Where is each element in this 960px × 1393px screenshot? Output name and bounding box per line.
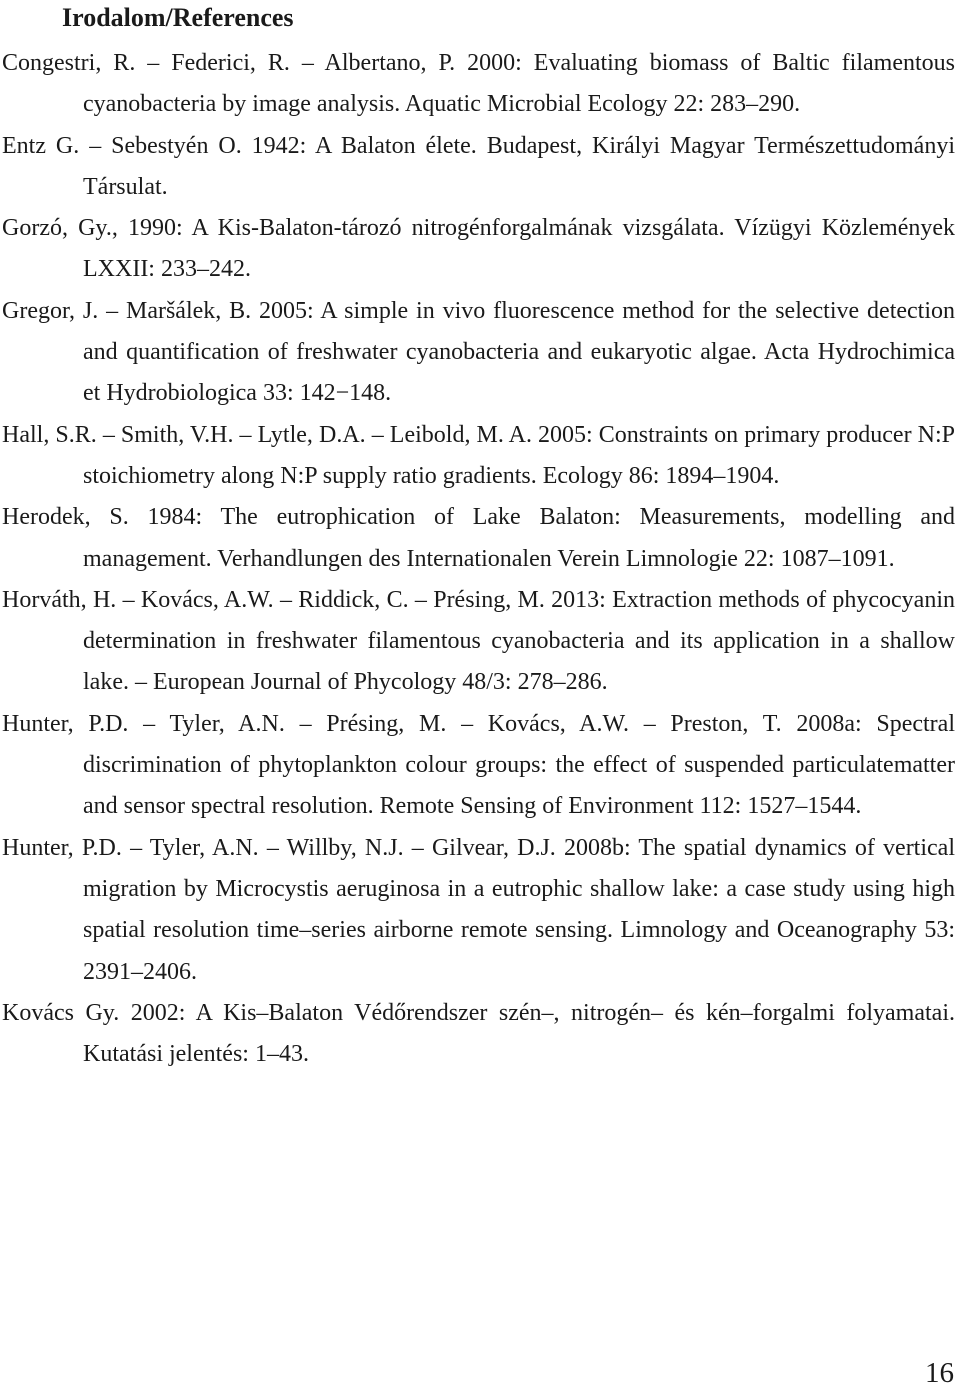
reference-entry: Entz G. – Sebestyén O. 1942: A Balaton élete. Budapest, Királyi Magyar Természettudományi Társulat.: [2, 132, 955, 200]
reference-entry: Herodek, S. 1984: The eutrophication of Lake Balaton: Measurements, modelling and management. Verhandlungen des Internationalen Verein Limnologie 22: 1087–1091.: [2, 504, 955, 572]
reference-entry: Congestri, R. – Federici, R. – Albertano, P. 2000: Evaluating biomass of Baltic filamentous cyanobacteria by image analysis. Aquatic Microbial Ecology 22: 283–290.: [2, 50, 955, 118]
reference-entry: Horváth, H. – Kovács, A.W. – Riddick, C. – Présing, M. 2013: Extraction methods of phycocyanin determination in freshwater filamentous cyanobacteria and its application in a shallow lake. – European Journal of Phycology 48/3: 278–286.: [2, 586, 955, 696]
section-heading: Irodalom/References: [62, 3, 294, 32]
reference-entry: Kovács Gy. 2002: A Kis–Balaton Védőrendszer szén–, nitrogén– és kén–forgalmi folyamatai. Kutatási jelentés: 1–43.: [2, 999, 955, 1068]
reference-entry: Hunter, P.D. – Tyler, A.N. – Présing, M. – Kovács, A.W. – Preston, T. 2008a: Spectral discrimination of phytoplankton colour groups: the effect of suspended particulatematter and sensor spectral resolution. Remote Sensing of Environment 112: 1527–1544.: [2, 710, 955, 820]
page-number: 16: [925, 1357, 954, 1389]
reference-entry: Hall, S.R. – Smith, V.H. – Lytle, D.A. – Leibold, M. A. 2005: Constraints on primary producer N:P stoichiometry along N:P supply ratio gradients. Ecology 86: 1894–1904.: [2, 421, 955, 489]
reference-list: [2, 43, 955, 1075]
reference-entry: Gregor, J. – Maršálek, B. 2005: A simple in vivo fluorescence method for the selective detection and quantification of freshwater cyanobacteria and eukaryotic algae. Acta Hydrochimica et Hydrobiologica 33: 142−148.: [2, 297, 955, 407]
reference-entry: Gorzó, Gy., 1990: A Kis-Balaton-tározó nitrogénforgalmának vizsgálata. Vízügyi Közlemények LXXII: 233–242.: [2, 215, 955, 283]
reference-entry: Hunter, P.D. – Tyler, A.N. – Willby, N.J. – Gilvear, D.J. 2008b: The spatial dynamics of vertical migration by Microcystis aeruginosa in a eutrophic shallow lake: a case study using high spatial resolution time–series airborne remote sensing. Limnology and Oceanography 53: 2391–2406.: [2, 834, 955, 985]
